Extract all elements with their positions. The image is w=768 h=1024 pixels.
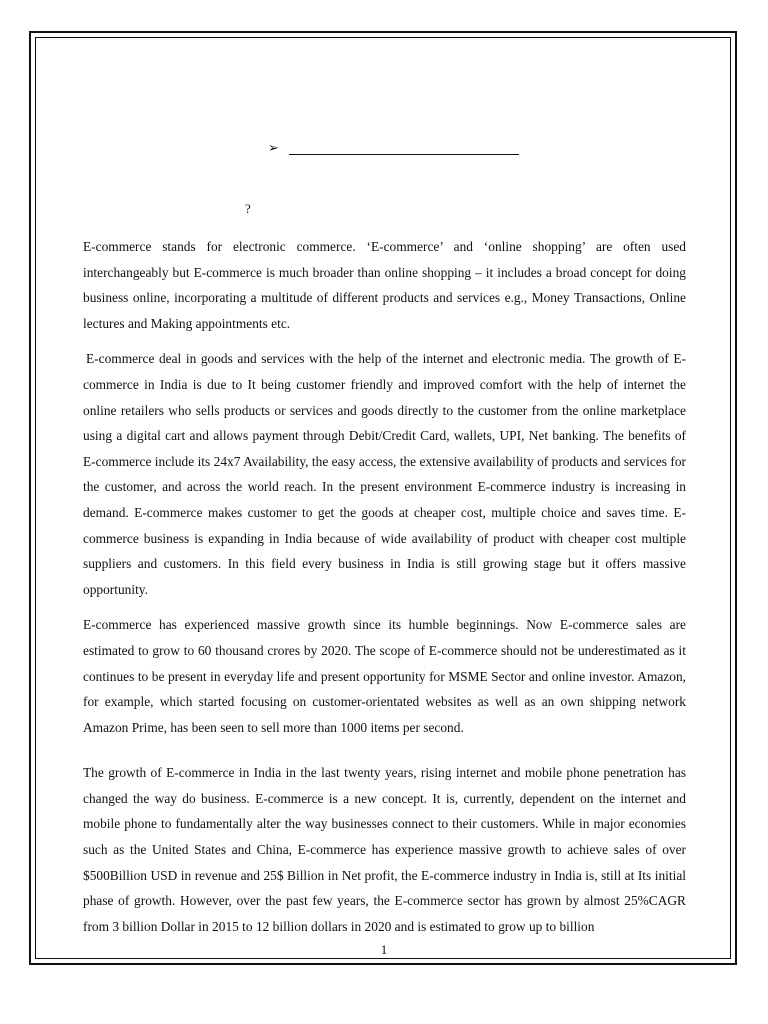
arrow-bullet-icon: ➢ xyxy=(268,141,279,156)
paragraph-1: E-commerce stands for electronic commerce. ‘E-commerce’ and ‘online shopping’ are often used interchangeably but E-commerce is much broader than online shopping – it includes a broad concept for doing business online, incorporating a multitude of different products and services e.g., Money Transactions, Online lectures and Making appointments etc. xyxy=(83,239,686,331)
paragraph-2: E-commerce deal in goods and services with the help of the internet and electronic media. The growth of E-commerce in India is due to It being customer friendly and improved comfort with the help of internet the online retailers who sells products or services and goods directly to the customer from the online marketplace using a digital cart and allows payment through Debit/Credit Card, wallets, UPI, Net banking. The benefits of E-commerce include its 24x7 Availability, the easy access, the extensive availability of products and services for the customer, and across the world reach. In the present environment E-commerce industry is increasing in demand. E-commerce makes customer to get the goods at cheaper cost, multiple choice and saves time. E-commerce business is expanding in India because of wide availability of product with cheaper cost multiple suppliers and customers. In this field every business in India is still growing stage but it offers massive opportunity. xyxy=(83,351,686,597)
heading-underline xyxy=(289,154,519,155)
paragraph-4: The growth of E-commerce in India in the last twenty years, rising internet and mobile phone penetration has changed the way do business. E-commerce is a new concept. It is, currently, dependent on the internet and mobile phone to fundamentally alter the way businesses connect to their customers. While in major economies such as the United States and China, E-commerce has experience massive growth to achieve sales of over $500Billion USD in revenue and 25$ Billion in Net profit, the E-commerce industry in India is, still at Its initial phase of growth. However, over the past few years, the E-commerce sector has grown by almost 25%CAGR from 3 billion Dollar in 2015 to 12 billion dollars in 2020 and is estimated to grow up to billion xyxy=(83,765,686,934)
heading-row xyxy=(268,137,519,157)
question-mark: ? xyxy=(245,201,251,216)
document-body xyxy=(83,234,686,939)
paragraph-3: E-commerce has experienced massive growth since its humble beginnings. Now E-commerce sales are estimated to grow to 60 thousand crores by 2020. The scope of E-commerce should not be underestimated as it continues to be present in everyday life and present opportunity for MSME Sector and online investor. Amazon, for example, which started focusing on customer-orientated websites as well as an own shipping network Amazon Prime, has been seen to sell more than 1000 items per second. xyxy=(83,617,686,735)
page-number: 1 xyxy=(380,942,388,957)
